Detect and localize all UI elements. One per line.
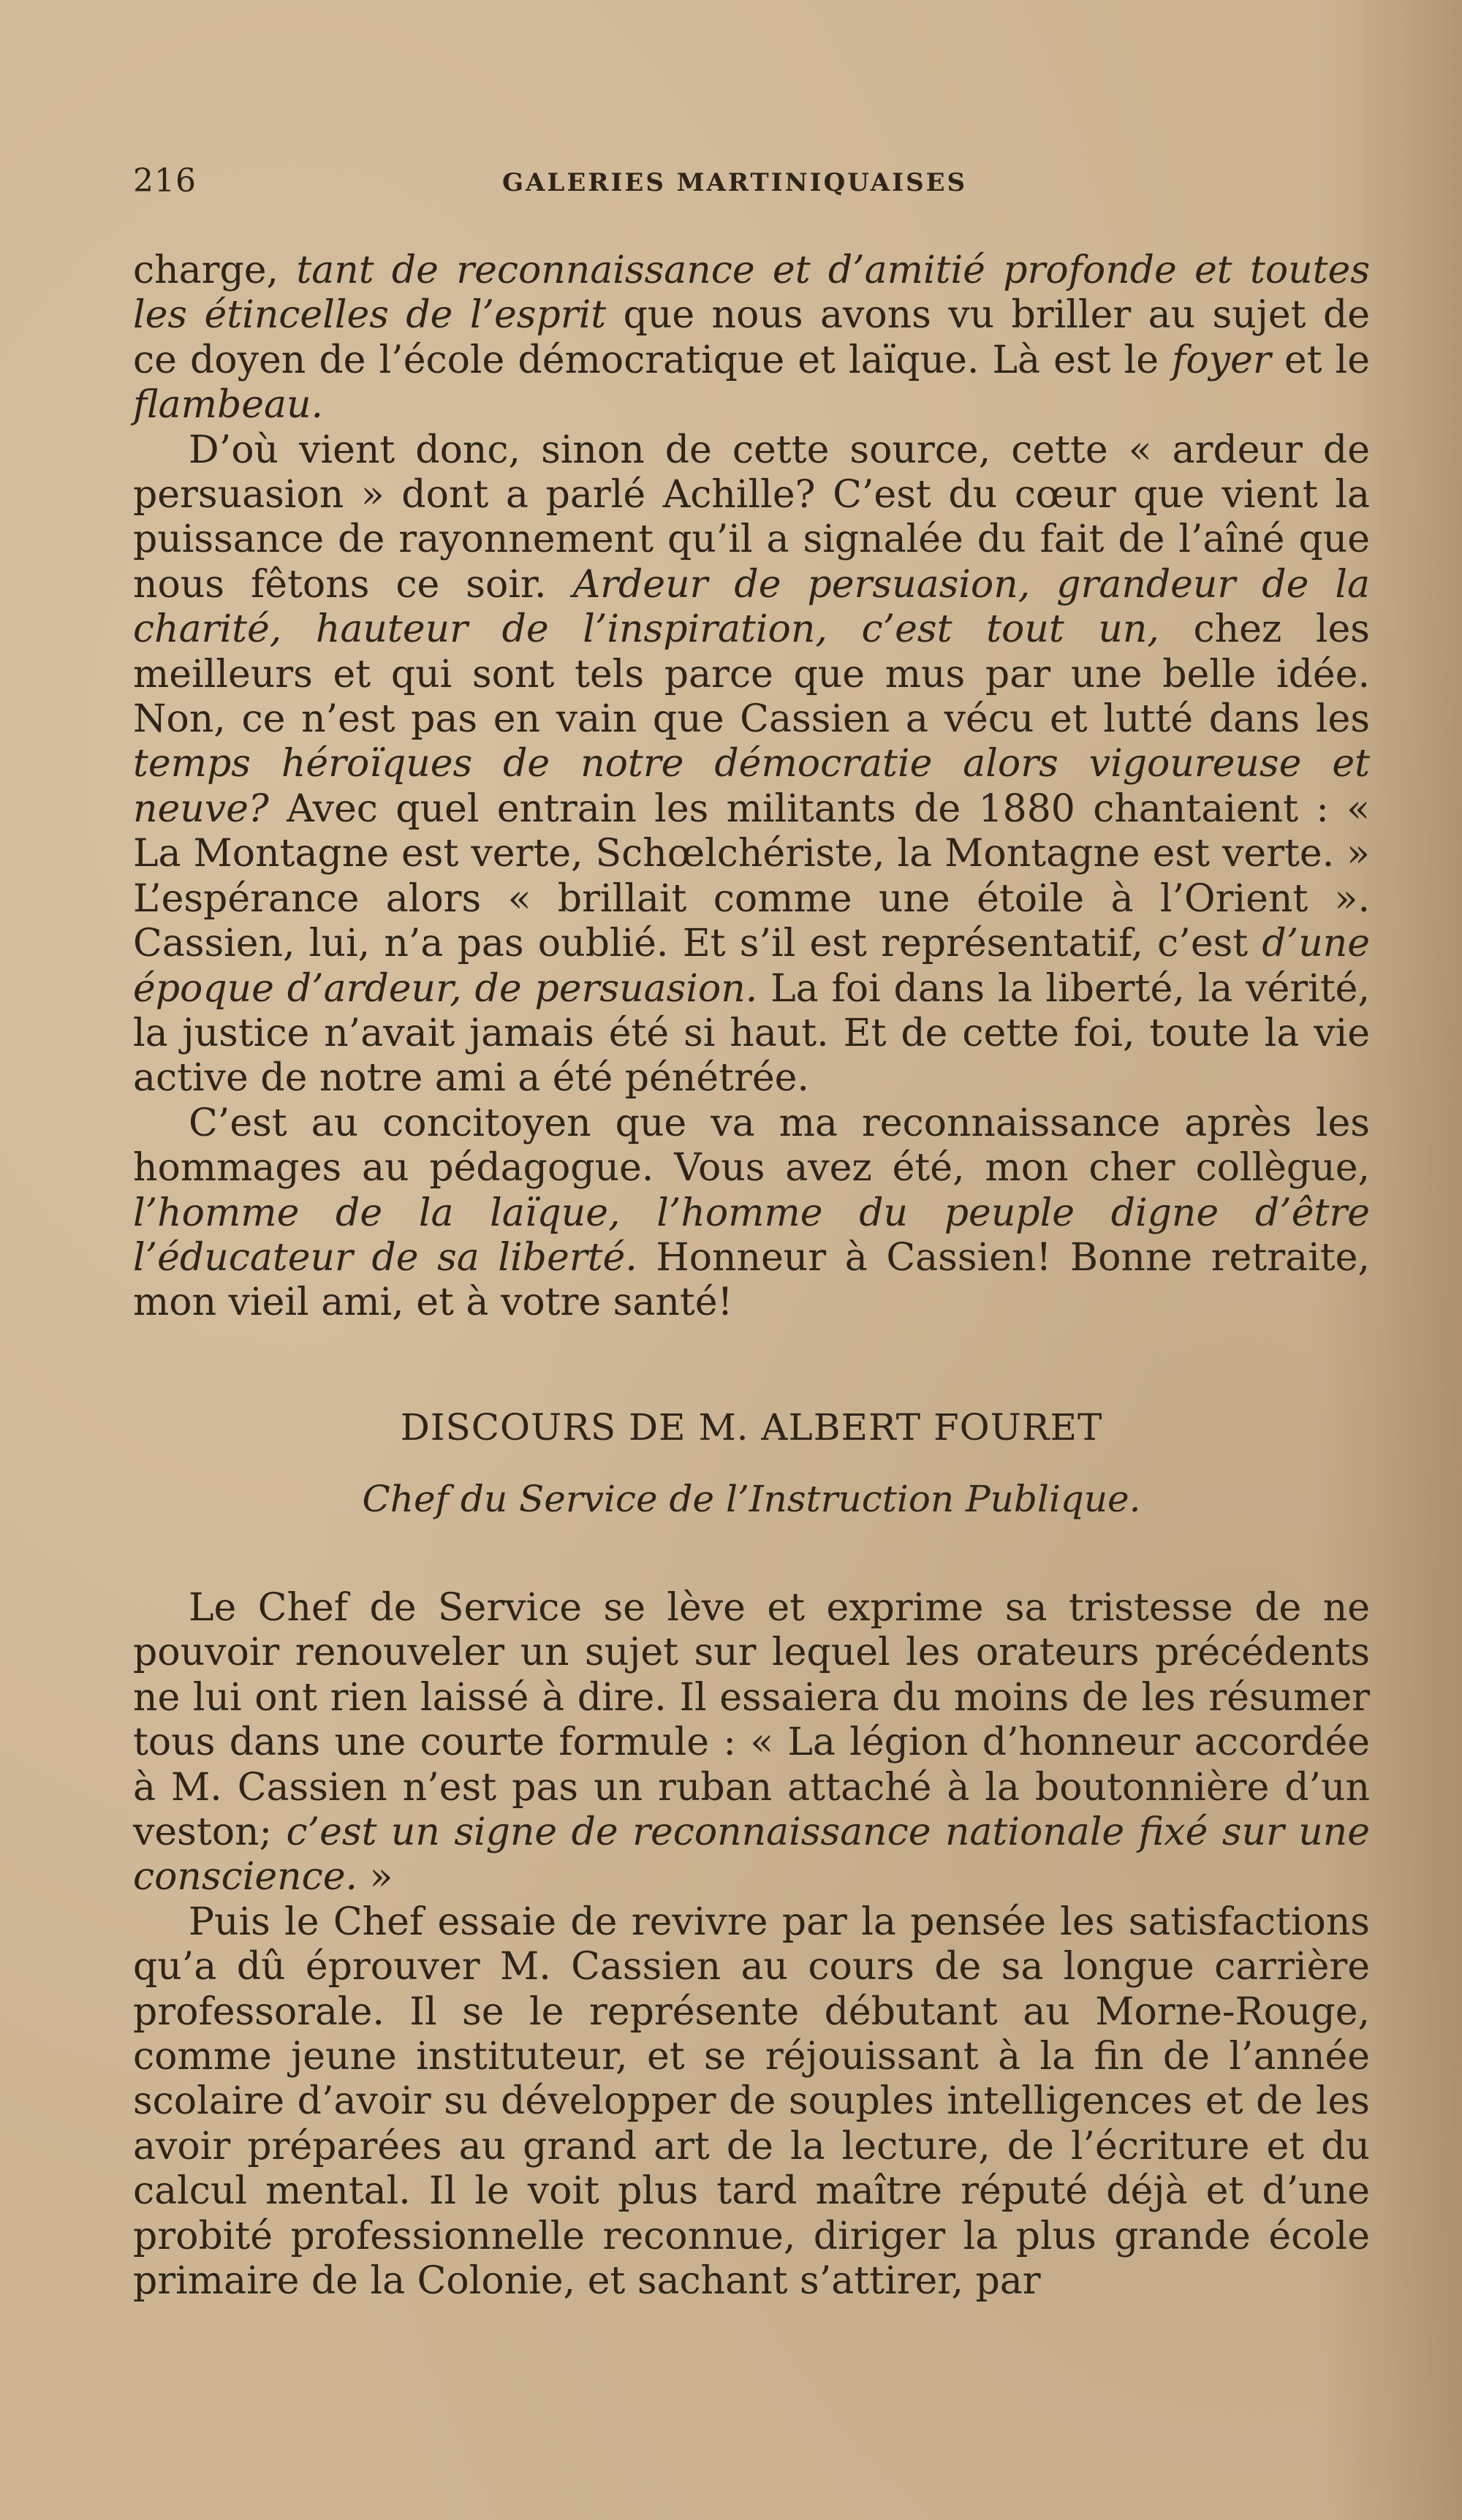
text-run: que nous avons vu briller au sujet de ce doyen de l’école démocratique et laïque. Là est le bbox=[133, 293, 1370, 382]
text-run: chez les meilleurs et qui sont tels parce que mus par une belle idée. Non, ce n’est pas en vain que Cassien a vécu et lutté dans les bbox=[133, 607, 1370, 742]
paragraph bbox=[133, 1101, 1370, 1326]
text-run: » bbox=[357, 1855, 393, 1900]
italic-run: l’homme de la laïque, l’homme du peuple digne d’être l’éducateur de sa liberté. bbox=[133, 1191, 1370, 1280]
running-head: GALERIES MARTINIQUAISES bbox=[502, 168, 968, 197]
italic-run: temps héroïques de notre démocratie alors vigoureuse et neuve? bbox=[133, 742, 1370, 831]
text-run: et le bbox=[1270, 338, 1371, 382]
page-number: 216 bbox=[133, 162, 197, 200]
italic-run: foyer bbox=[1172, 338, 1271, 382]
italic-run: Ardeur de persuasion, grandeur de la charité, hauteur de l’inspiration, c’est tout un, bbox=[133, 562, 1370, 652]
text-run: Honneur à Cassien! Bonne retraite, mon vieil ami, et à votre santé! bbox=[133, 1235, 1370, 1325]
text-run: La foi dans la liberté, la vérité, la justice n’avait jamais été si haut. Et de cette foi, toute la vie active de notre ami a été pénétrée. bbox=[133, 966, 1370, 1101]
section-title: DISCOURS DE M. ALBERT FOURET bbox=[400, 1406, 1103, 1449]
section-1-text bbox=[133, 248, 1370, 1326]
paragraph bbox=[133, 1900, 1370, 2304]
section-2-text bbox=[133, 1586, 1370, 2304]
paragraph bbox=[133, 248, 1370, 428]
italic-run: c’est un signe de reconnaissance nationale fixé sur une conscience. bbox=[133, 1810, 1371, 1900]
text-run: Le Chef de Service se lève et exprime sa tristesse de ne pouvoir renouveler un sujet sur lequel les orateurs précédents ne lui ont rien laissé à dire. Il essaiera du moins de les résumer tous dans une courte formule : « La légion d’honneur accordée à M. Cassien n’est pas un ruban attaché à la boutonnière d’un veston; bbox=[133, 1586, 1370, 1855]
italic-run: tant de reconnaissance et d’amitié profonde et toutes les étincelles de l’esprit bbox=[133, 248, 1370, 338]
text-run: Puis le Chef essaie de revivre par la pensée les satisfactions qu’a dû éprouver M. Cassien au cours de sa longue carrière professorale. Il se le représente débutant au Morne-Rouge, comme jeune instituteur, et se réjouissant à la fin de l’année scolaire d’avoir su développer de souples intelligences et de les avoir préparées au grand art de la lecture, de l’écriture et du calcul mental. Il le voit plus tard maître réputé déjà et d’une probité professionnelle reconnue, diriger la plus grande école primaire de la Colonie, et sachant s’attirer, par bbox=[133, 1900, 1370, 2304]
italic-run: flambeau. bbox=[133, 383, 324, 428]
page-header bbox=[133, 162, 1376, 206]
paragraph bbox=[133, 428, 1370, 1101]
text-run: C’est au concitoyen que va ma reconnaissance après les hommages au pédagogue. Vous avez été, mon cher collègue, bbox=[133, 1101, 1370, 1191]
text-run: D’où vient donc, sinon de cette source, cette « ardeur de persuasion » dont a parlé Achille? C’est du cœur que vient la puissance de rayonnement qu’il a signalée du fait de l’aîné que nous fêtons ce soir. bbox=[133, 428, 1370, 607]
text-run: Avec quel entrain les militants de 1880 chantaient : « La Montagne est verte, Schœlchériste, la Montagne est verte. » L’espérance alors « brillait comme une étoile à l’Orient ». Cassien, lui, n’a pas oublié. Et s’il est représentatif, c’est bbox=[133, 786, 1370, 966]
paragraph bbox=[133, 1586, 1370, 1900]
section-subtitle: Chef du Service de l’Instruction Publique. bbox=[362, 1478, 1141, 1520]
text-run: charge, bbox=[133, 248, 297, 292]
italic-run: d’une époque d’ardeur, de persuasion. bbox=[133, 922, 1370, 1011]
